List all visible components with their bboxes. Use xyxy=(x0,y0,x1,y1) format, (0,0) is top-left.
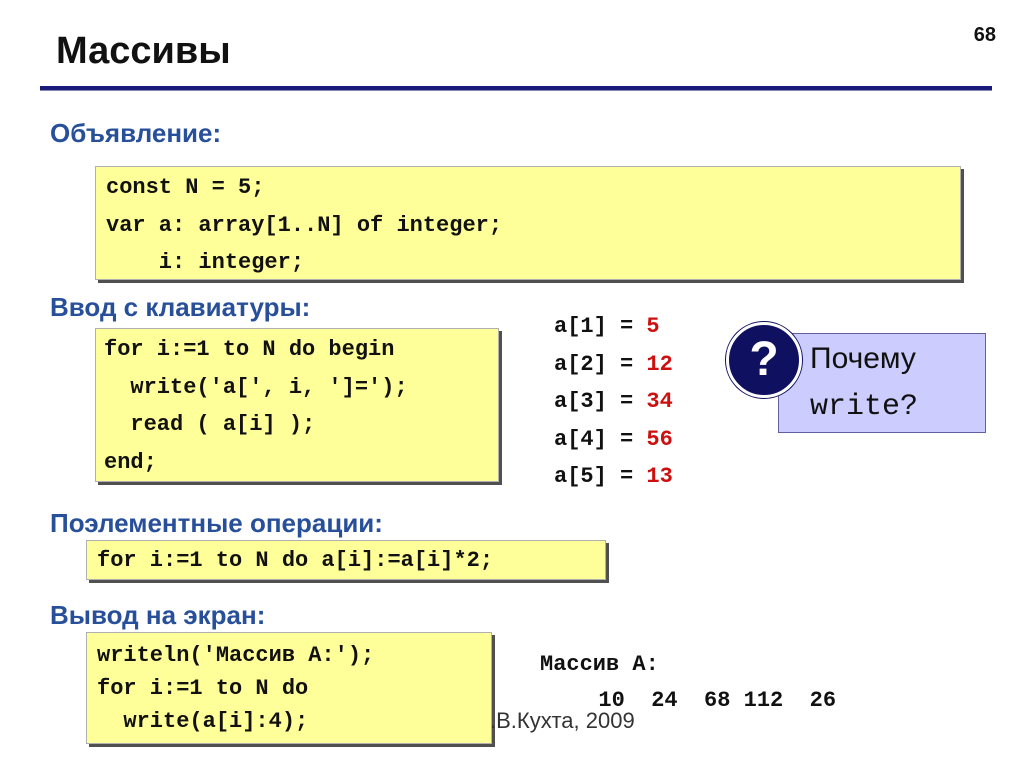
equals-sign: = xyxy=(620,464,634,489)
array-row xyxy=(554,308,673,346)
code-block-declaration xyxy=(95,166,961,280)
equals-sign: = xyxy=(620,314,634,339)
equals-sign: = xyxy=(620,389,634,414)
code-line: for i:=1 to N do xyxy=(97,676,309,701)
array-element-name: a[5] xyxy=(554,464,607,489)
code-line: i: integer; xyxy=(106,250,305,275)
code-line: writeln('Массив A:'); xyxy=(97,643,375,668)
equals-sign: = xyxy=(620,351,634,377)
array-element-name: a[2] xyxy=(554,351,607,377)
array-element-name: a[1] xyxy=(554,314,607,339)
array-element-value: 13 xyxy=(646,464,673,489)
heading-screen-output: Вывод на экран: xyxy=(50,600,266,630)
code-line: for i:=1 to N do a[i]:=a[i]*2; xyxy=(97,548,494,573)
code-line: const N = 5; xyxy=(106,175,265,200)
page-number: 68 xyxy=(973,24,996,46)
array-element-value: 5 xyxy=(646,314,660,339)
heading-declaration: Объявление: xyxy=(50,118,222,148)
array-row xyxy=(554,421,673,459)
array-element-name: a[4] xyxy=(554,426,607,452)
code-line: write('a[', i, ']='); xyxy=(104,374,408,400)
array-element-value: 56 xyxy=(646,426,673,452)
array-row xyxy=(554,346,673,384)
code-line: read ( a[i] ); xyxy=(104,412,316,437)
heading-elementwise: Поэлементные операции: xyxy=(50,508,383,538)
array-row xyxy=(554,458,673,496)
equals-sign: = xyxy=(620,426,634,452)
array-row xyxy=(554,383,673,421)
callout-text-write: write? xyxy=(810,390,919,424)
callout-text-why: Почему xyxy=(810,342,916,375)
code-line: var a: array[1..N] of integer; xyxy=(106,212,503,238)
heading-keyboard-input: Ввод с клавиатуры: xyxy=(50,292,311,322)
array-element-value: 12 xyxy=(646,351,673,377)
question-icon: ? xyxy=(726,322,802,398)
code-line: write(a[i]:4); xyxy=(97,709,309,734)
screen-output-title: Массив A: xyxy=(540,652,659,677)
array-element-name: a[3] xyxy=(554,389,607,414)
code-block-screen-output xyxy=(86,632,492,744)
footer-credit: .В.Кухта, 2009 xyxy=(490,708,635,733)
code-block-keyboard-input xyxy=(95,328,499,482)
array-element-value: 34 xyxy=(646,389,673,414)
code-line: for i:=1 to N do begin xyxy=(104,337,395,362)
slide-title: Массивы xyxy=(56,30,231,72)
screen-output-values: 10 24 68 112 26 xyxy=(572,688,837,713)
array-input-demo xyxy=(554,308,673,496)
code-line: end; xyxy=(104,449,157,475)
title-divider xyxy=(40,86,992,91)
code-block-elementwise xyxy=(86,540,606,580)
